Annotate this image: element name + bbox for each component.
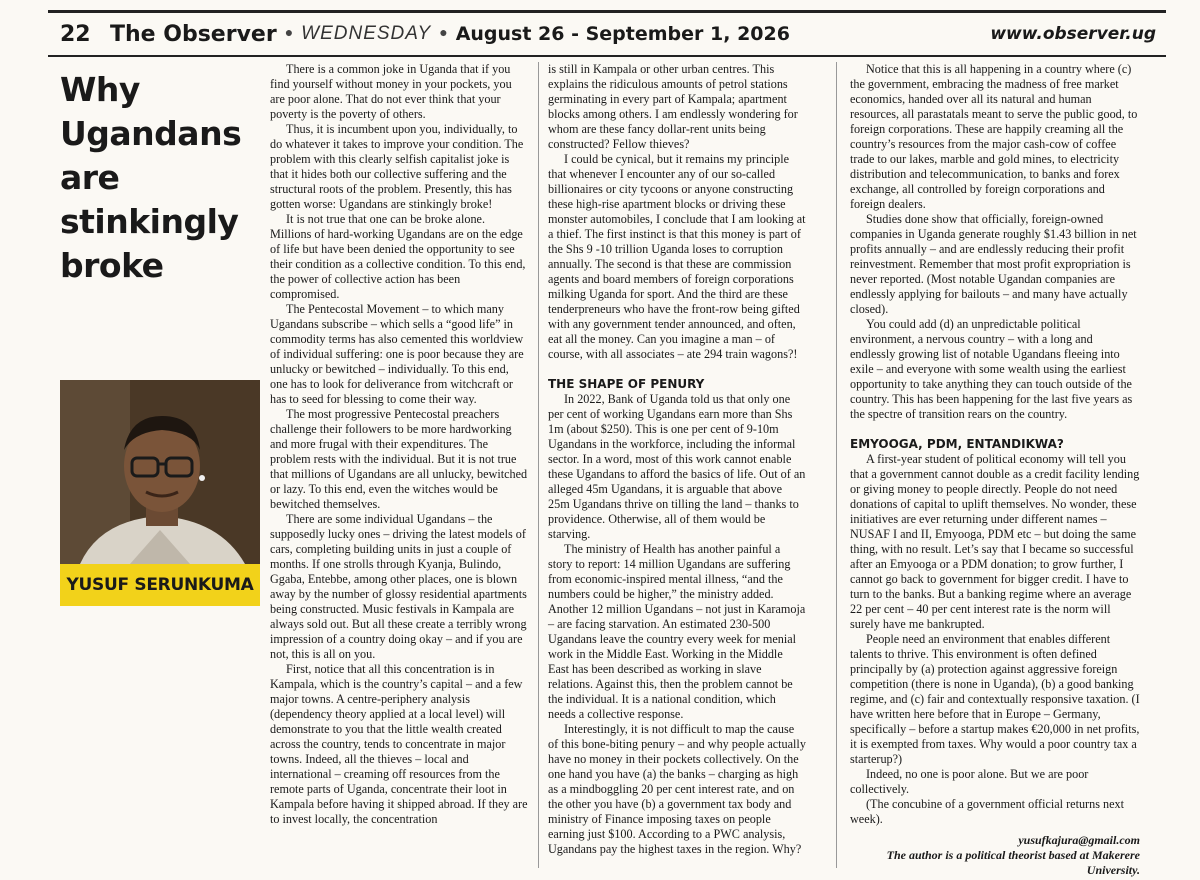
paragraph: I could be cynical, but it remains my principle that whenever I encounter any of our so-called billionaires or city tycoons or anyone constructing these high-rise apartment blocks or driving these monster automobiles, I conclude that I am looking at a thief. The first instinct is that this money is part of the Shs 9 -10 trillion Uganda loses to corruption annually. The second is that these are commission agents and board members of foreign corporations milking Uganda for sport. And the third are these tenderpreneurs who have the front-row being gifted with any government tender announced, and often, eat all the money. Can you imagine a man – of course, with all associates – ate 294 train wagons?! <box>548 152 806 361</box>
bullet-icon: ● <box>439 26 448 41</box>
paragraph: The most progressive Pentecostal preachers challenge their followers to be more hardworking and more frugal with their expenditures. The problem rests with the individual. But it is not true that millions of Ugandans are all unlucky, bewitched or lazy. To this end, even the witches would be bewitched themselves. <box>270 407 528 511</box>
page-header <box>48 10 1166 57</box>
column-divider <box>538 62 539 868</box>
column-divider <box>836 62 837 868</box>
paragraph: There are some individual Ugandans – the supposedly lucky ones – driving the latest models of cars, completing building units in just a couple of months. If one strolls through Kyanja, Bulindo, Ggaba, Entebbe, among other places, one is blown away by the number of glossy residential apartments being constructed. Music festivals in Kampala are always sold out. But all these create a terribly wrong impression of a country doing okay – and if you are not, this is all on you. <box>270 512 527 661</box>
paragraph: The Pentecostal Movement – to which many Ugandans subscribe – which sells a “good life” in commodity terms has also cemented this worldview of individual suffering: one is poor because they are unlucky or bewitched – individually. To this end, one has to look for deliverance from witchcraft or has to seed for blessing to come their way. <box>270 302 524 406</box>
paragraph: The ministry of Health has another painful a story to report: 14 million Ugandans are suffering from economic-inspired mental illness, “and the numbers could be higher,” the ministry added. Another 12 million Ugandans – not just in Karamoja – are facing starvation. An estimated 230-500 Ugandans leave the country every week for menial work in the Middle East. Working in the Middle East has been described as working in slave relations. Against this, then the problem cannot be the individual. It is a national condition, which needs a collective response. <box>548 542 806 721</box>
paragraph: is still in Kampala or other urban centres. This explains the ridiculous amounts of petrol stations germinating in every part of Kampala; apartment blocks among others. I am endlessly wondering for whom are these fancy dollar-rent units being constructed? Fellow thieves? <box>548 62 798 151</box>
page-number: 22 <box>60 21 91 47</box>
author-email[interactable]: yusufkajura@gmail.com <box>1018 833 1140 847</box>
paragraph: First, notice that all this concentration is in Kampala, which is the country’s capital – and a few major towns. A centre-periphery analysis (dependency theory applied at a local level) will demonstrate to you that the little wealth created across the country, tends to concentrate in major towns. Indeed, all the thieves – local and international – creaming off resources from the remote parts of Uganda, concentrate their loot in Kampala before having it shipped abroad. If they are to invest locally, the concentration <box>270 662 528 826</box>
issue-day: WEDNESDAY <box>301 23 432 44</box>
subheading: THE SHAPE OF PENURY <box>548 377 705 391</box>
issue-dates: August 26 - September 1, 2026 <box>455 23 790 45</box>
paragraph: People need an environment that enables different talents to thrive. This environment is often defined principally by (a) protection against aggressive foreign competition (there is none in Uganda), (b) a good banking regime, and (c) fair and contextually responsive taxation. (I have written here before that in Europe – Germany, specifically – before a startup makes €20,000 in net profits, it is exempted from taxes. Why would a poor country tax a starterup?) <box>850 632 1140 766</box>
paragraph: There is a common joke in Uganda that if you find yourself without money in your pockets, you are poor alone. That do not ever think that your poverty is the poverty of others. <box>270 62 512 121</box>
paragraph: It is not true that one can be broke alone. Millions of hard-working Ugandans are on the edge of life but have been denied the opportunity to see their condition as a collective condition. To this end, the power of collective action has been compromised. <box>270 212 526 301</box>
paragraph: Indeed, no one is poor alone. But we are poor collectively. <box>850 767 1089 796</box>
article-column-3 <box>850 62 1140 878</box>
author-name: YUSUF SERUNKUMA <box>60 564 260 606</box>
paragraph: Studies done show that officially, foreign-owned companies in Uganda generate roughly $1.43 billion in net profits annually – and are endlessly reducing their profit reinvestment. Remember that most profit expropriation is never reported. (Most notable Ugandan companies are endlessly applying for bailouts – and many have actually closed). <box>850 212 1137 316</box>
article-column-1 <box>270 62 528 827</box>
site-url[interactable]: www.observer.ug <box>990 24 1156 44</box>
paragraph: You could add (d) an unpredictable political environment, a nervous country – with a long and endlessly growing list of notable Ugandans fleeing into exile – and everyone with some wealth using the earliest opportunity to take anything they can touch outside of the country. This has been happening for the last five years as the spectre of transition rears on the country. <box>850 317 1133 421</box>
article-headline: Why Ugandans are stinkingly broke <box>60 70 242 285</box>
paragraph: (The concubine of a government official returns next week). <box>850 797 1124 826</box>
paragraph: Thus, it is incumbent upon you, individually, to do whatever it takes to improve your condition. The problem with this clearly selfish capitalist joke is that it hides both our collective suffering and the structural roots of the problem. Presently, this has gotten worse: Ugandans are stinkingly broke! <box>270 122 524 211</box>
paragraph: Interestingly, it is not difficult to map the cause of this bone-biting penury – and why people actually have no money in their pockets collectively. On the one hand you have (a) the banks – charging as high as a mindboggling 20 per cent interest rate, and on the other you have (b) a government tax body and ministry of Finance imposing taxes on people earning just $100. According to a PWC analysis, Ugandans pay the highest taxes in the region. Why? <box>548 722 806 856</box>
article-column-2 <box>548 62 806 857</box>
author-bio: The author is a political theorist based at Makerere University. <box>886 848 1140 877</box>
subheading: EMYOOGA, PDM, ENTANDIKWA? <box>850 437 1064 451</box>
paper-name: The Observer <box>110 21 277 47</box>
paragraph: A first-year student of political economy will tell you that a government cannot double as a credit facility lending or giving money to people directly. People do not need donations of capital to uplift themselves. No wonder, these initiatives are ever returning under different names – NUSAF I and II, Emyooga, PDM etc – but doing the same thing, with no result. Let’s say that I became so successful after an Emyooga or a PDM donation; to grow further, I cannot go back to government for bigger credit. I have to turn to the banks. But a banking regime where an average 22 per cent – 40 per cent interest rate is the norm will surely have me bankrupted. <box>850 452 1140 631</box>
paragraph: Notice that this is all happening in a country where (c) the government, embracing the madness of free market economics, handed over all its natural and human resources, all parastatals meant to serve the public good, to foreign corporations. These are happily creaming all the country’s resources from the major cash-cow of coffee trade to our lakes, marble and gold mines, to electricity distribution and telecommunication, to banks and forex exchange, all controlled by foreign corporations and foreign dealers. <box>850 62 1138 211</box>
paragraph: In 2022, Bank of Uganda told us that only one per cent of working Ugandans earn more than Shs 1m (about $250). This is one per cent of 9-10m Ugandans in the workforce, including the informal sector. In a word, most of this work cannot enable these Ugandans to afford the basics of life. Out of an alleged 45m Ugandans, it is arguable that above 25m Ugandans thrive on tilling the land – thanks to providence. Otherwise, all of them would be starving. <box>548 392 806 541</box>
bullet-icon: ● <box>284 26 294 41</box>
author-photo <box>60 380 260 564</box>
